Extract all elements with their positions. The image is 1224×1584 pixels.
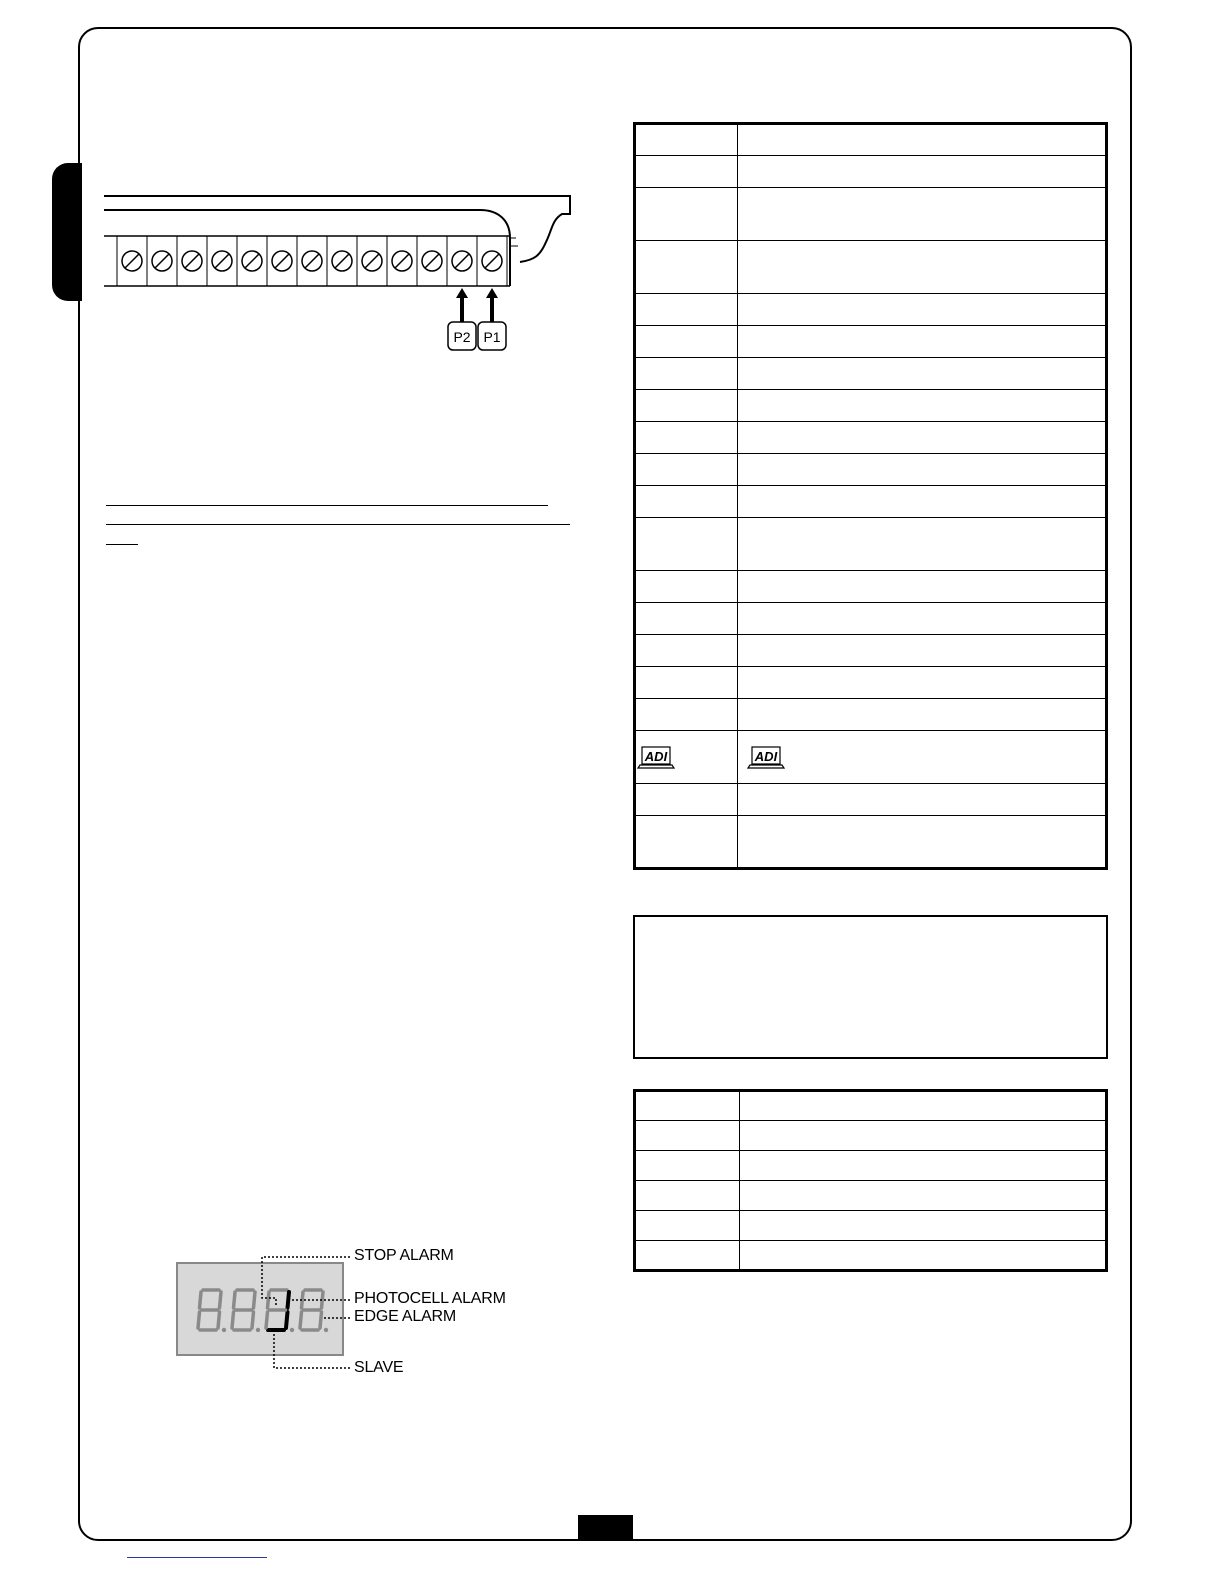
- arrow-p1: [486, 288, 498, 322]
- table-row: [635, 571, 1107, 603]
- table-cell-code: [635, 124, 738, 156]
- table-cell-description: [738, 454, 1107, 486]
- display-decimal-point: [222, 1328, 226, 1332]
- svg-text:ADI: ADI: [644, 749, 668, 764]
- table-row: [635, 1121, 1107, 1151]
- table-row: [635, 518, 1107, 571]
- table-row: [635, 1091, 1107, 1121]
- table-row: [635, 635, 1107, 667]
- table-cell-description: [740, 1091, 1107, 1121]
- label-p1: P1: [483, 329, 501, 345]
- edge-alarm-label: EDGE ALARM: [354, 1308, 457, 1325]
- table-row: [635, 816, 1107, 869]
- table-row: [635, 390, 1107, 422]
- table-cell-code: [635, 326, 738, 358]
- table-cell-code: [635, 156, 738, 188]
- display-segment: [200, 1292, 202, 1308]
- table-cell-description: [738, 816, 1107, 869]
- table-row: [635, 241, 1107, 294]
- table-cell-code: [635, 603, 738, 635]
- table-cell-description: [738, 486, 1107, 518]
- table-cell-description: [740, 1241, 1107, 1271]
- table-cell-description: [740, 1121, 1107, 1151]
- adi-icon: [746, 745, 786, 769]
- slave-label: SLAVE: [354, 1359, 404, 1376]
- table-row: [635, 294, 1107, 326]
- table-cell-code: [635, 816, 738, 869]
- table-cell-code: [635, 1121, 740, 1151]
- display-segment: [232, 1312, 234, 1328]
- terminal-screws: [117, 236, 507, 286]
- table-row: [635, 1211, 1107, 1241]
- note-box: [633, 915, 1108, 1059]
- photocell-alarm-label: PHOTOCELL ALARM: [354, 1290, 506, 1307]
- display-segment: [218, 1312, 220, 1328]
- table-cell-code: [635, 1181, 740, 1211]
- table-row: [635, 1181, 1107, 1211]
- table-row: [635, 667, 1107, 699]
- table-cell-code: [635, 667, 738, 699]
- display-leader-lines: [240, 1250, 360, 1380]
- table-cell-code: [635, 241, 738, 294]
- terminal-block-diagram: [100, 190, 580, 360]
- main-parameter-table: [633, 122, 1108, 870]
- table-cell-code: [635, 390, 738, 422]
- page-number-box: [578, 1515, 633, 1541]
- table-cell-code: [635, 358, 738, 390]
- label-p2: P2: [453, 329, 471, 345]
- table-row: [635, 784, 1107, 816]
- table-row: [635, 124, 1107, 156]
- adi-icon: [636, 745, 676, 769]
- table-row: [635, 358, 1107, 390]
- table-cell-code: [635, 422, 738, 454]
- table-cell-description: [740, 1181, 1107, 1211]
- table-row: [635, 1151, 1107, 1181]
- table-row: [635, 326, 1107, 358]
- secondary-table: [633, 1089, 1108, 1272]
- table-cell-description: [740, 1211, 1107, 1241]
- display-segment: [220, 1292, 222, 1308]
- left-rule-1: [106, 505, 548, 506]
- table-cell-code: [635, 486, 738, 518]
- display-segment: [234, 1292, 236, 1308]
- table-cell-description: [738, 188, 1107, 241]
- table-cell-code: [635, 188, 738, 241]
- table-cell-code: [635, 1211, 740, 1241]
- table-cell-description: [738, 784, 1107, 816]
- stop-alarm-label: STOP ALARM: [354, 1247, 454, 1264]
- table-cell-description: [738, 124, 1107, 156]
- table-cell-code: [635, 731, 738, 784]
- table-cell-code: [635, 571, 738, 603]
- table-cell-description: [738, 422, 1107, 454]
- table-cell-code: [635, 635, 738, 667]
- display-segment: [198, 1312, 200, 1328]
- arrow-p2: [456, 288, 468, 322]
- table-row: [635, 731, 1107, 784]
- table-row: [635, 422, 1107, 454]
- svg-text:ADI: ADI: [754, 749, 778, 764]
- table-cell-code: [635, 784, 738, 816]
- table-row: [635, 454, 1107, 486]
- table-cell-description: [738, 667, 1107, 699]
- table-row: [635, 188, 1107, 241]
- table-row: [635, 699, 1107, 731]
- table-cell-description: [738, 635, 1107, 667]
- left-rule-3: [106, 544, 138, 545]
- table-cell-description: [738, 390, 1107, 422]
- language-side-tab: [52, 163, 82, 301]
- table-cell-description: [738, 603, 1107, 635]
- table-cell-description: [738, 241, 1107, 294]
- table-cell-description: [738, 699, 1107, 731]
- left-rule-2: [106, 524, 570, 525]
- table-row: [635, 156, 1107, 188]
- table-cell-description: [738, 294, 1107, 326]
- table-cell-description: [738, 358, 1107, 390]
- table-cell-code: [635, 454, 738, 486]
- table-cell-code: [635, 1151, 740, 1181]
- terminal-block-svg: [100, 190, 580, 360]
- table-cell-description: [738, 571, 1107, 603]
- table-cell-code: [635, 1241, 740, 1271]
- table-row: [635, 486, 1107, 518]
- table-cell-description: [738, 326, 1107, 358]
- table-cell-description: [738, 156, 1107, 188]
- table-cell-code: [635, 518, 738, 571]
- table-cell-code: [635, 699, 738, 731]
- table-cell-code: [635, 294, 738, 326]
- bottom-link-underline: [127, 1557, 267, 1558]
- table-row: [635, 1241, 1107, 1271]
- table-cell-description: [740, 1151, 1107, 1181]
- table-cell-code: [635, 1091, 740, 1121]
- table-row: [635, 603, 1107, 635]
- table-cell-description: [738, 518, 1107, 571]
- table-cell-description: [738, 731, 1107, 784]
